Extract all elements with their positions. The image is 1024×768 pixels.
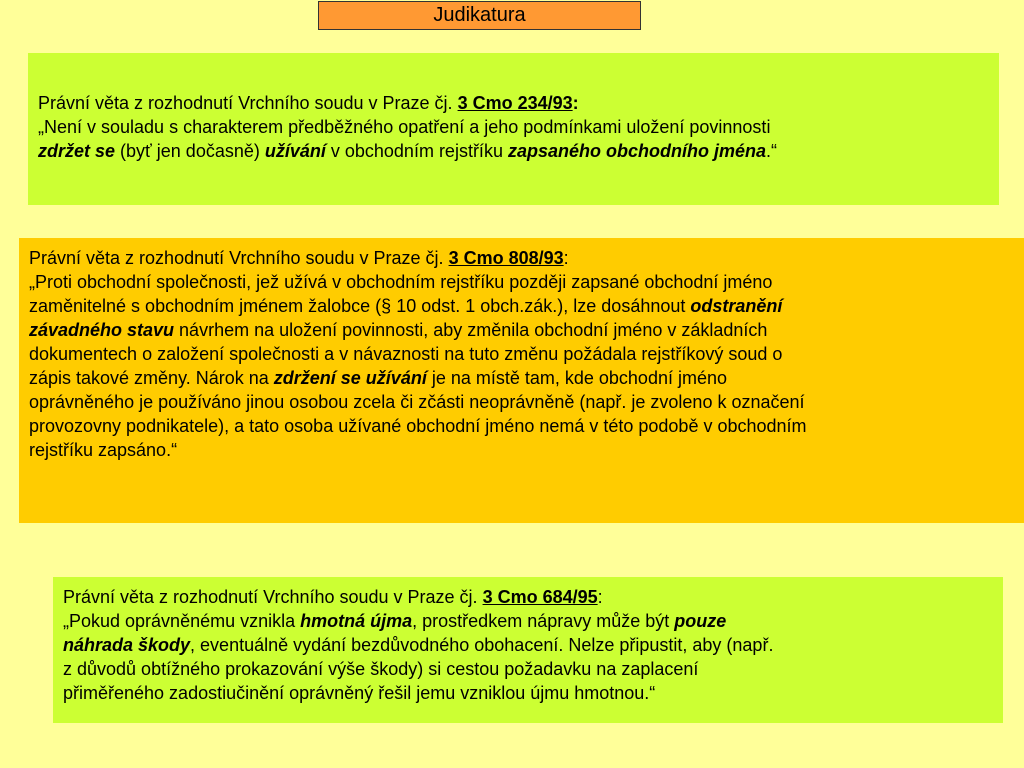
ruling-2-line-5: dokumentech o založení společnosti a v návaznosti na tuto změnu požádala rejstříkový soud o [29, 344, 783, 364]
ruling-1-line-3 [38, 139, 989, 163]
ruling-3-text: „Pokud oprávněnému vznikla [63, 611, 301, 631]
ruling-1-text: .“ [765, 141, 777, 161]
ruling-panel-1 [28, 53, 999, 205]
ruling-3-line-5: přiměřeného zadostiučinění oprávněný řešil jemu vzniklou újmu hmotnou.“ [63, 683, 656, 703]
ruling-2-line-2: „Proti obchodní společnosti, jež užívá v obchodním rejstříku později zapsané obchodní jméno [29, 272, 773, 292]
ruling-2-emph-odstraneni: odstranění [690, 296, 783, 316]
ruling-2-emph-zdrzeni: zdržení se užívání [273, 368, 427, 388]
ruling-2-colon: : [563, 248, 569, 268]
ruling-1-text: v obchodním rejstříku [325, 141, 508, 161]
ruling-3-line-4: z důvodů obtížného prokazování výše škody) si cestou požadavku na zaplacení [63, 659, 699, 679]
slide-title: Judikatura [318, 1, 641, 30]
ruling-3-line-1 [63, 585, 995, 609]
ruling-2-text: zaměnitelné s obchodním jménem žalobce (§ 10 odst. 1 obch.zák.), lze dosáhnout [29, 296, 691, 316]
ruling-2-line-1 [29, 246, 1016, 270]
ruling-2-line-9: rejstříku zapsáno.“ [29, 440, 178, 460]
ruling-3-line-2 [63, 609, 995, 633]
ruling-1-emph-zdrzet: zdržet se [38, 141, 116, 161]
ruling-2-line-4 [29, 318, 1016, 342]
ruling-1-text: (byť jen dočasně) [115, 141, 265, 161]
ruling-1-colon: : [572, 93, 579, 113]
ruling-2-line-3 [29, 294, 1016, 318]
ruling-2-text: návrhem na uložení povinnosti, aby změnila obchodní jméno v základních [174, 320, 768, 340]
ruling-3-colon: : [597, 587, 603, 607]
ruling-2-emph-stavu: závadného stavu [29, 320, 175, 340]
ruling-3-emph-nahrada: náhrada škody [63, 635, 191, 655]
ruling-1-intro: Právní věta z rozhodnutí Vrchního soudu v Praze čj. [38, 93, 458, 113]
ruling-2-line-7: oprávněného je používáno jinou osobou zcela či zčásti neoprávněně (např. je zvoleno k označení [29, 392, 805, 412]
ruling-2-text: je na místě tam, kde obchodní jméno [426, 368, 727, 388]
ruling-2-line-8: provozovny podnikatele), a tato osoba užívané obchodní jméno nemá v této podobě v obchodním [29, 416, 807, 436]
ruling-2-text: zápis takové změny. Nárok na [29, 368, 274, 388]
ruling-3-text: , eventuálně vydání bezdůvodného obohacení. Nelze připustit, aby (např. [190, 635, 774, 655]
ruling-3-emph-pouze: pouze [674, 611, 727, 631]
ruling-2-intro: Právní věta z rozhodnutí Vrchního soudu v Praze čj. [29, 248, 449, 268]
ruling-panel-2 [19, 238, 1024, 523]
ruling-1-line-2: „Není v souladu s charakterem předběžného opatření a jeho podmínkami uložení povinnosti [38, 117, 771, 137]
ruling-3-line-3 [63, 633, 995, 657]
ruling-3-reference[interactable]: 3 Cmo 684/95 [482, 587, 598, 607]
ruling-panel-3 [53, 577, 1003, 723]
ruling-1-emph-uzivani: užívání [264, 141, 326, 161]
ruling-1-emph-jmena: zapsaného obchodního jména [507, 141, 766, 161]
ruling-1-reference[interactable]: 3 Cmo 234/93 [457, 93, 573, 113]
ruling-3-intro: Právní věta z rozhodnutí Vrchního soudu v Praze čj. [63, 587, 483, 607]
ruling-2-reference[interactable]: 3 Cmo 808/93 [448, 248, 564, 268]
ruling-1-line-1 [38, 91, 989, 115]
ruling-2-line-6 [29, 366, 1016, 390]
ruling-3-emph-ujma: hmotná újma [300, 611, 413, 631]
ruling-3-text: , prostředkem nápravy může být [412, 611, 675, 631]
